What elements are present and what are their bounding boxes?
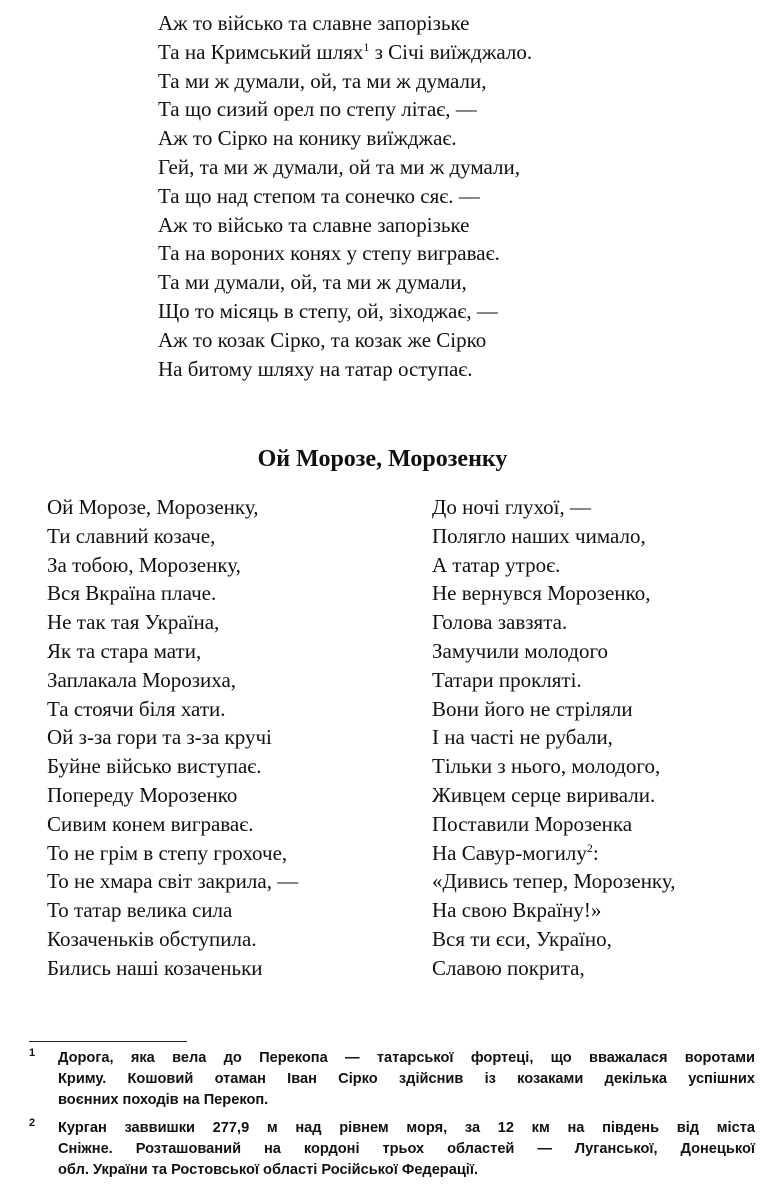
poem-continuation — [158, 9, 532, 383]
verse-line: Не так тая Україна, — [47, 610, 220, 635]
footnote-text — [58, 1048, 755, 1111]
verse-line: Та що над степом та сонечко сяє. — — [158, 183, 480, 208]
verse-line: Тільки з нього, молодого, — [432, 754, 661, 779]
verse-line: Ой Морозе, Морозенку, — [47, 495, 259, 519]
footnote-line: Криму. Кошовий отаман Іван Сірко здійснив із козаками декілька успішних — [58, 1071, 755, 1087]
verse-line: Та на Кримський шлях$^1$ з Січі виїжджало. — [158, 39, 533, 64]
verse-line: Вони його не стріляли — [432, 696, 633, 721]
verse-line: Та стоячи біля хати. — [47, 696, 226, 721]
verse-line: Не вернувся Морозенко, — [432, 581, 651, 606]
verse-line: Вся ти єси, Україно, — [432, 926, 612, 951]
verse-line: Ти славний козаче, — [47, 523, 216, 548]
verse-line: За тобою, Морозенку, — [47, 552, 241, 577]
poem-column-left — [47, 493, 298, 983]
verse-line: Замучили молодого — [432, 638, 609, 663]
verse-line: Та ми думали, ой, та ми ж думали, — [158, 270, 467, 295]
verse-line: А татар утроє. — [432, 552, 561, 577]
verse-line: Попереду Морозенко — [47, 782, 238, 807]
verse-line: Живцем серце виривали. — [432, 782, 656, 807]
poem-column-right — [432, 493, 675, 983]
verse-line: Татари прокляті. — [432, 667, 582, 692]
footnote-line: обл. України та Ростовської області Російської Федерації. — [58, 1162, 479, 1178]
verse-line: «Дивись тепер, Морозенку, — [432, 869, 676, 894]
verse-line: Що то місяць в степу, ой, зіходжає, — — [158, 298, 498, 323]
verse-line: І на часті не рубали, — [432, 725, 613, 750]
footnote — [29, 1048, 755, 1111]
footnote-text — [58, 1118, 755, 1181]
verse-line: То татар велика сила — [47, 898, 233, 923]
verse-line: Та ми ж думали, ой, та ми ж думали, — [158, 68, 487, 93]
footnote — [29, 1118, 755, 1181]
verse-line: Як та стара мати, — [47, 638, 202, 663]
verse-line: Поставили Морозенка — [432, 811, 633, 836]
verse-line: На Савур-могилу$^2$: — [432, 840, 599, 865]
footnote-line: воєнних походів на Перекоп. — [58, 1092, 269, 1108]
verse-line: Аж то Сірко на конику виїжджає. — [158, 126, 457, 151]
verse-line: Аж то військо та славне запорізьке — [158, 11, 470, 35]
verse-line: Заплакала Морозиха, — [47, 667, 237, 692]
verse-line: То не грім в степу грохоче, — [47, 840, 288, 865]
verse-line: На свою Вкраїну!» — [432, 898, 602, 923]
verse-line: Вся Вкраїна плаче. — [47, 581, 217, 606]
verse-line: Славою покрита, — [432, 955, 585, 980]
footnote-ref: 1 — [363, 39, 370, 54]
verse-line: Полягло наших чимало, — [432, 523, 646, 548]
verse-line: Гей, та ми ж думали, ой та ми ж думали, — [158, 154, 520, 179]
footnote-line: Курган заввишки 277,9 м над рівнем моря, за 12 км на південь від міста — [58, 1120, 755, 1136]
verse-line: Голова завзята. — [432, 610, 568, 635]
verse-line: То не хмара світ закрила, — — [47, 869, 299, 894]
verse-line: На битому шляху на татар оступає. — [158, 356, 473, 381]
footnote-divider — [29, 1041, 187, 1042]
verse-line: Аж то військо та славне запорізьке — [158, 212, 470, 237]
footnote-number: 1 — [29, 1047, 36, 1059]
verse-line: Бились наші козаченьки — [47, 955, 263, 980]
footnote-ref: 2 — [586, 840, 593, 855]
verse-line: Ой з-за гори та з-за кручі — [47, 725, 272, 750]
verse-line: Козаченьків обступила. — [47, 926, 257, 951]
verse-line: Та що сизий орел по степу літає, — — [158, 97, 477, 122]
footnote-line: Дорога, яка вела до Перекопа — татарської фортеці, що вважалася воротами — [58, 1050, 755, 1066]
verse-line: Сивим конем виграває. — [47, 811, 254, 836]
verse-line: Та на вороних конях у степу виграває. — [158, 241, 500, 266]
footnote-line: Сніжне. Розташований на кордоні трьох областей — Луганської, Донецької — [58, 1141, 755, 1157]
poem-title: Ой Морозе, Морозенку — [257, 446, 508, 472]
footnote-number: 2 — [29, 1117, 36, 1129]
verse-line: До ночі глухої, — — [432, 495, 591, 519]
verse-line: Аж то козак Сірко, та козак же Сірко — [158, 327, 487, 352]
verse-line: Буйне військо виступає. — [47, 754, 262, 779]
